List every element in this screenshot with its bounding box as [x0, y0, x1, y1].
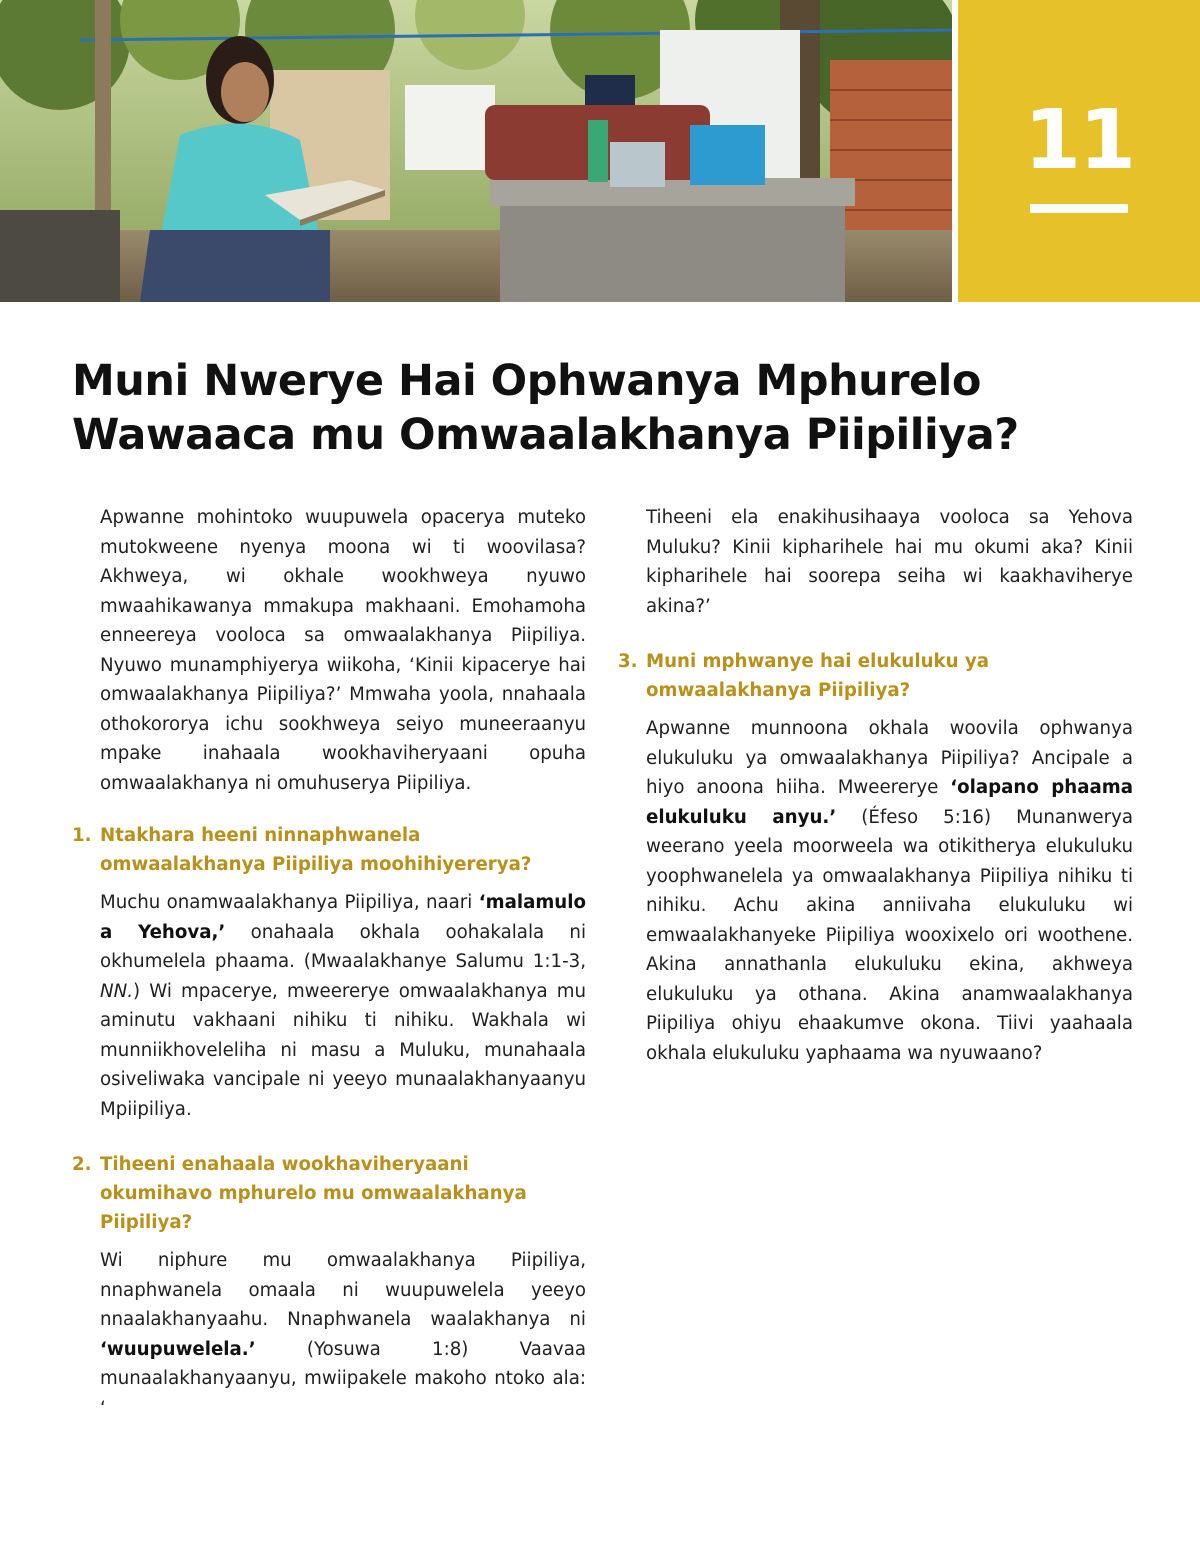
section-1-question-text: Ntakhara heeni ninnaphwanela omwaalakhanya Piipiliya moohihiyererya? [100, 825, 532, 875]
lesson-number: 11 [1023, 93, 1135, 188]
hero-photo [0, 0, 952, 302]
section-1-question [72, 821, 586, 879]
section-3-number: 3. [618, 651, 638, 672]
intro-paragraph: Apwanne mohintoko wuupuwela opacerya muteko mutokweene nyenya moona wi ti woovilasa? Akhweya, wi okhale wookhweya nyuwo mwaahikawanya mmakupa makhaani. Emohamoha enneereya vooloca sa omwaalakhanya Piipiliya. Nyuwo munamphiyerya wiikoha, ‘Kinii kipaceryе hai omwaalakhanya Piipiliya?’ Mmwaha yoola, nnahaala othokororya ichu sookhweya seiyo muneeraanyu mpake inahaala wookhaviheryaani opuha omwaalakhanya ni omuhuserya Piipiliya. [100, 507, 586, 794]
page-title-line-1: Muni Nwerye Hai Ophwanya Mphurelo [72, 356, 981, 406]
lesson-number-underline [1030, 204, 1128, 213]
section-2-bold-quote: ‘wuupuwelela.’ [100, 1338, 256, 1360]
section-1-paragraph [100, 888, 586, 1124]
page-title-line-2: Wawaaca mu Omwaalakhanya Piipiliya? [72, 410, 1019, 460]
section-1-text-a: Muchu onamwaalakhanya Piipiliya, naari [100, 892, 479, 913]
lesson-number-tab [958, 0, 1200, 302]
section-2-paragraph-part-2 [646, 503, 1133, 621]
section-3-paragraph [646, 714, 1133, 1068]
left-column [72, 503, 586, 1423]
section-2-number: 2. [72, 1154, 92, 1175]
section-2-text-b-left: (Yosuwa 1:8) Vaavaa munaalakhanyaanyu, mwiipakele makoho ntoko ala: ‘ [100, 1338, 586, 1419]
section-3-bold-quote: ‘olapano phaama elukuluku anyu.’ [646, 777, 1133, 828]
section-1-number: 1. [72, 825, 92, 846]
section-1-text-c: ) Wi mpaceryе, mweererye omwaalakhanya mu aminutu vakhaani nihiku ti nihiku. Wakhala wi munniikhoveleliha ni masu a Muluku, munahaala osiveliwaka vancipale ni yeeyo munaalakhanyaanyu Mpiipiliya. [100, 980, 586, 1120]
section-2-question-text: Tiheeni enahaala wookhaviheryaani okumihavo mphurelo mu omwaalakhanya Piipiliya? [100, 1154, 527, 1233]
section-3-question [618, 647, 1133, 705]
section-3-text-a: Apwanne munnoona okhala woovila ophwanya elukuluku ya omwaalakhanya Piipiliya? Ancipale a hiyo anoona hiiha. Mweererye [646, 718, 1133, 798]
section-2-paragraph-part-1 [100, 1246, 586, 1423]
page-title [72, 354, 1142, 462]
section-2-question [72, 1150, 586, 1237]
section-1-bold-quote: ‘malamulo a Yehova,’ [100, 892, 586, 943]
section-1-text-b: onahaala okhala oohakalala ni okhumelela phaama. (Mwaalakhanye Salumu 1:1-3, [100, 921, 586, 972]
section-3-text-b: (Éfeso 5:16) Munanwerya weerano yeela moorweela wa otikitherya elukuluku yoophwanelela ya omwaalakhanya Piipiliya nihiku ti nihiku. Achu akina anniivaha elukuluku wi emwaalakhanyeke Piipiliya wooxixelo ori woothene. Akina annathanla elukuluku ekina, akhweya elukuluku ya othana. Akina anamwaalakhanya Piipiliya ohiyu ehaakumve okona. Tiivi yaahaala okhala elukuluku yaphaama wa nyuwaano? [646, 806, 1133, 1064]
section-2-text-b-right: Tiheeni ela enakihusihaaya vooloca sa Yehova Muluku? Kinii kipharihele hai mu okumi aka? Kinii kipharihele hai soorepa seiha wi kaakhaviherye akina?’ [646, 507, 1133, 617]
right-column [618, 503, 1133, 1068]
section-2-text-a: Wi niphure mu omwaalakhanya Piipiliya, nnaphwanela omaala ni wuupuwelela yeeyo nnaalakhanyaahu. Nnaphwanela waalakhanya ni [100, 1250, 586, 1330]
section-1-version-abbr: NN. [100, 980, 133, 1002]
section-3-question-text: Muni mphwanye hai elukuluku ya omwaalakhanya Piipiliya? [646, 651, 990, 701]
